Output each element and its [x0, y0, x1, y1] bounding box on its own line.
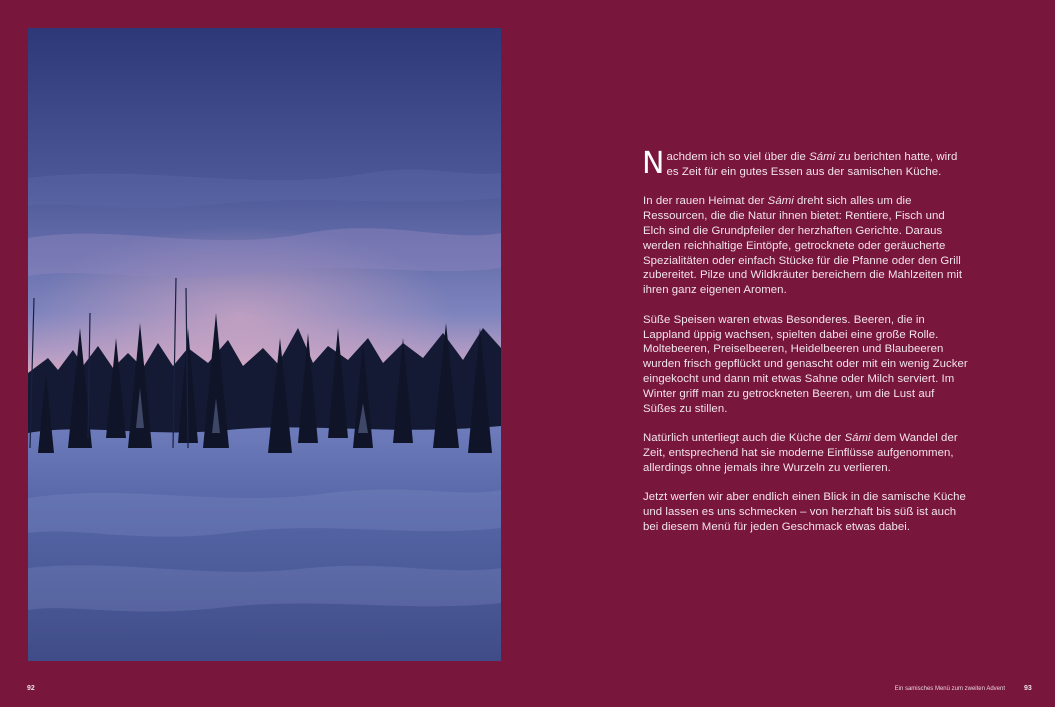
paragraph-intro — [642, 146, 968, 181]
sami-term: Sámi — [767, 195, 794, 208]
winter-forest-photo — [28, 28, 501, 661]
sami-term: Sámi — [844, 432, 871, 445]
winter-forest-dusk-photo-icon — [28, 28, 501, 661]
page-number-left: 92 — [27, 685, 35, 692]
drop-cap: N — [642, 146, 665, 181]
running-head: Ein samisches Menü zum zweiten Advent — [894, 686, 1005, 692]
paragraph-sweets: Süße Speisen waren etwas Besonderes. Beeren, die in Lappland üppig wachsen, spielten dabei eine große Rolle. Moltebeeren, Preiselbeeren, Heidelbeeren und Blaubeeren wurden frisch gepflückt und genascht oder mit ein wenig Zucker eingekocht und dann mit etwas Sahne oder Milch serviert. Im Winter griff man zu getrockneten Beeren, um die Lust auf Süßes zu stillen. — [643, 313, 968, 415]
paragraph-intro-text-a: achdem ich so viel über die — [666, 151, 810, 163]
article-text — [642, 146, 968, 550]
paragraph-change — [643, 431, 968, 475]
paragraph-intro-text-b: zu berichten hatte, wird es Zeit für ein gutes Essen aus der samischen Küche. — [666, 151, 958, 178]
paragraph-menu: Jetzt werfen wir aber endlich einen Blick in die samische Küche und lassen es uns schmecken – von herzhaft bis süß ist auch bei diesem Menü für jeden Geschmack etwas dabei. — [643, 491, 966, 533]
paragraph-change-text-b: dem Wandel der Zeit, entsprechend hat sie moderne Einflüsse aufgenommen, allerdings ohne jemals ihre Wurzeln zu verlieren. — [643, 432, 958, 474]
paragraph-resources-text-a: In der rauen Heimat der — [643, 195, 768, 208]
sami-term: Sámi — [809, 151, 836, 163]
paragraph-resources-text-b: dreht sich alles um die Ressourcen, die die Natur ihnen bietet: Rentiere, Fisch und Elch sind die Grundpfeiler der herzhaften Gerichte. Daraus werden reichhaltige Eintöpfe, getrocknete oder geräucherte Spezialitäten oder einfach Stücke für die Pfanne oder den Grill zubereitet. Pilze und Wildkräuter bereichern die Mahlzeiten mit ihren ganz eigenen Aromen. — [643, 195, 963, 297]
paragraph-change-text-a: Natürlich unterliegt auch die Küche der — [643, 432, 845, 445]
paragraph-resources — [643, 194, 968, 298]
page-number-right: 93 — [1024, 685, 1032, 692]
